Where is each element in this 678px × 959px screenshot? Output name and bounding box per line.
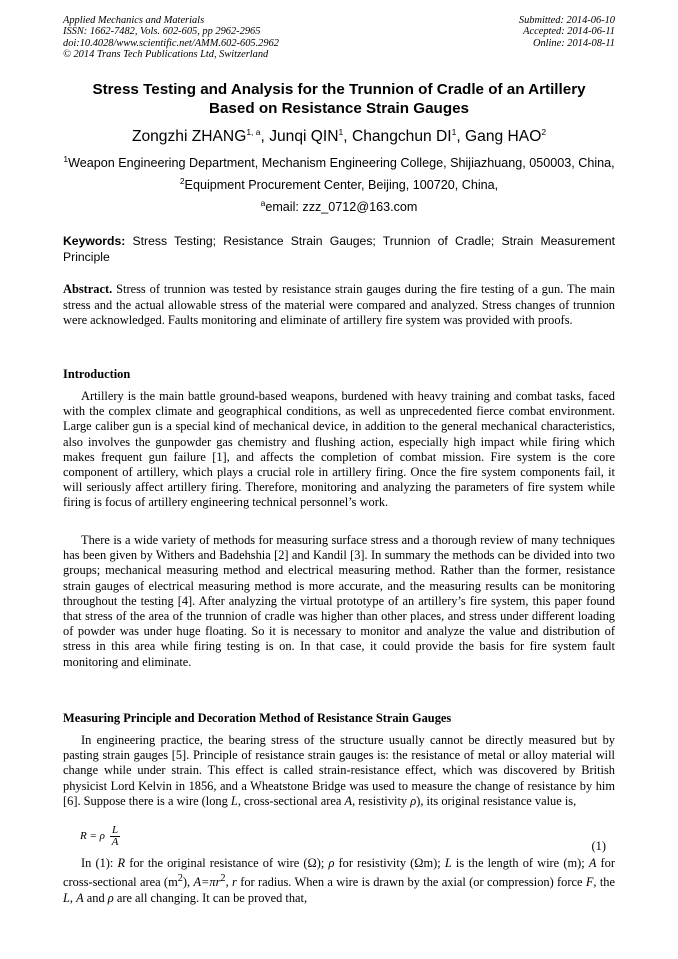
equation-numerator: L — [110, 825, 121, 837]
text-run: , resistivity — [352, 793, 411, 808]
text-run: , — [225, 875, 233, 890]
variable-rho: ρ — [410, 793, 417, 808]
variable-rho: ρ — [107, 890, 114, 905]
equation-number: (1) — [591, 839, 606, 853]
affiliation-text: Weapon Engineering Department, Mechanism Engineering College, Shijiazhuang, 050003, China, — [68, 156, 615, 170]
variable-r: r — [232, 875, 237, 890]
text-run: for the original resistance of wire (Ω); — [125, 856, 329, 870]
header-left — [63, 15, 279, 60]
title-line-1: Stress Testing and Analysis for the Trunnion of Cradle of an Artillery — [92, 81, 586, 98]
author-name: Gang HAO — [465, 128, 542, 145]
abstract-text: Stress of trunnion was tested by resistance strain gauges during the fire testing of a gun. The main stress and the actual allowable stress of the material were compared and analyzed. Stress changes of trunnion were acknowledged. Faults monitoring and eliminate of artillery fire system was provided with proofs. — [63, 282, 615, 327]
text-run: ), its original resistance value is, — [416, 793, 577, 808]
text-run: for resistivity (Ωm); — [334, 856, 445, 870]
affiliation-mark: 1 — [63, 153, 69, 164]
variable-A: A — [76, 890, 84, 905]
variable-L: L — [63, 890, 70, 905]
introduction-paragraph-1: Artillery is the main battle ground-based weapons, burdened with heavy training and combat tasks, faced with the complex climate and geographical conditions, as well as unprecedented fierce combat environment. Large caliber gun is a special kind of mechanical device, in addition to the general mechanical characteristics, also involves the gunpowder gas chemistry and flushing action, especially high impact while firing which makes frequent gun failure [1], and affects the completion of combat mission. Fire system is the core component of artillery, which plays a crucial role in artillery firing. Once the fire system components fail, it will seriously affect artillery firing. Therefore, monitoring and analyzing the parameters of fire system while firing is focus of artillery engineering technical personnel’s work. — [63, 389, 615, 510]
introduction-heading: Introduction — [63, 367, 131, 381]
author-separator: , — [260, 128, 270, 145]
affiliation-text: Equipment Procurement Center, Beijing, 100720, China, — [184, 178, 499, 192]
journal-name: Applied Mechanics and Materials — [63, 15, 205, 26]
variable-A: A — [344, 793, 353, 808]
author-affiliation-mark: 1 — [451, 126, 457, 137]
author-affiliation-mark: 2 — [541, 126, 547, 137]
equation-fraction — [110, 825, 121, 848]
affiliation-mark: 2 — [179, 175, 185, 186]
author-separator: , — [343, 128, 352, 145]
header-right — [519, 15, 615, 49]
equation-denominator: A — [111, 836, 119, 848]
accepted-date: Accepted: 2014-06-11 — [523, 26, 615, 38]
issn-line: ISSN: 1662-7482, Vols. 602-605, pp 2962-2965 — [63, 26, 261, 38]
text-run: In engineering practice, the bearing stress of the structure usually cannot be directly measured but by pasting strain gauges [5]. Principle of resistance strain gauges is: the resistance of metal or alloy material will change while under strain. This effect is called strain-resistance effect, which was discovered by British physicist Lord Kelvin in 1856, and a Wheatstone Bridge was used to measure the change of resistance by him [6]. Suppose there is a wire (long — [63, 733, 615, 808]
abstract-label: Abstract. — [63, 282, 113, 296]
text-run: and — [83, 890, 108, 905]
keywords-block — [63, 234, 615, 265]
author-name: Changchun DI — [351, 128, 452, 145]
copyright-line: © 2014 Trans Tech Publications Ltd, Switzerland — [63, 48, 269, 60]
email-text[interactable]: email: zzz_0712@163.com — [265, 200, 418, 214]
text-run: , the — [593, 875, 615, 890]
area-expression: A=πr — [193, 875, 221, 890]
text-run: , — [69, 890, 77, 905]
variable-R: R — [117, 856, 126, 870]
keywords-label: Keywords: — [63, 234, 126, 248]
author-email — [40, 199, 638, 215]
variable-F: F — [585, 875, 594, 890]
text-run: is the length of wire (m); — [451, 856, 589, 870]
variable-L: L — [444, 856, 452, 870]
affiliation-1 — [40, 155, 638, 171]
measuring-paragraph-2 — [63, 856, 615, 906]
author-name: Junqi QIN — [269, 128, 339, 145]
author-affiliation-mark: 1, a — [246, 126, 261, 137]
affiliation-2 — [40, 177, 638, 193]
measuring-principle-heading: Measuring Principle and Decoration Method of Resistance Strain Gauges — [63, 711, 452, 725]
measuring-paragraph-1 — [63, 733, 615, 809]
paper-title — [63, 80, 615, 118]
text-run: ), — [182, 875, 194, 890]
introduction-paragraph-2: There is a wide variety of methods for measuring surface stress and a thorough review of many techniques has been given by Withers and Badehshia [2] and Kandil [3]. In summary the methods can be divided into two groups; mechanical measuring method and electrical measuring method. Rather than the former, resistance strain gauges of electrical measuring method is more accurate, and the measuring results can be monitoring throughout the testing [4]. After analyzing the virtual prototype of an artillery’s fire system, this paper found that stress of the area of the trunnion of cradle was higher than other places, and stress under different loading of powder was under huge floating. So it is necessary to monitor and analyze the value and distribution of stress in this area while firing testing is on. In that case, it could provide the basis for fire system fault monitoring and eliminate. — [63, 533, 615, 669]
submitted-date: Submitted: 2014-06-10 — [518, 15, 615, 26]
text-run: , cross-sectional area — [237, 793, 345, 808]
online-date: Online: 2014-08-11 — [532, 37, 615, 49]
email-mark: a — [260, 197, 266, 208]
text-run: for cross-sectional area (m — [63, 856, 615, 890]
superscript: 2 — [220, 873, 226, 885]
variable-L: L — [230, 793, 238, 808]
author-separator: , — [456, 128, 466, 145]
equation-1 — [80, 825, 120, 848]
variable-A: A — [588, 856, 597, 870]
author-affiliation-mark: 1 — [338, 126, 344, 137]
doi-link[interactable]: doi:10.4028/www.scientific.net/AMM.602-605.2962 — [63, 37, 279, 49]
variable-rho: ρ — [328, 856, 335, 870]
text-run: for radius. When a wire is drawn by the axial (or compression) force — [236, 875, 586, 890]
text-run: In (1): — [81, 856, 118, 870]
abstract-block — [63, 282, 615, 329]
keywords-text: Stress Testing; Resistance Strain Gauges; Trunnion of Cradle; Strain Measurement Principle — [63, 234, 615, 264]
title-line-2: Based on Resistance Strain Gauges — [209, 100, 469, 117]
superscript: 2 — [177, 873, 183, 885]
author-name: Zongzhi ZHANG — [131, 128, 247, 145]
equation-lhs: R = ρ — [80, 830, 105, 843]
author-list — [40, 127, 638, 147]
text-run: are all changing. It can be proved that, — [113, 890, 308, 905]
